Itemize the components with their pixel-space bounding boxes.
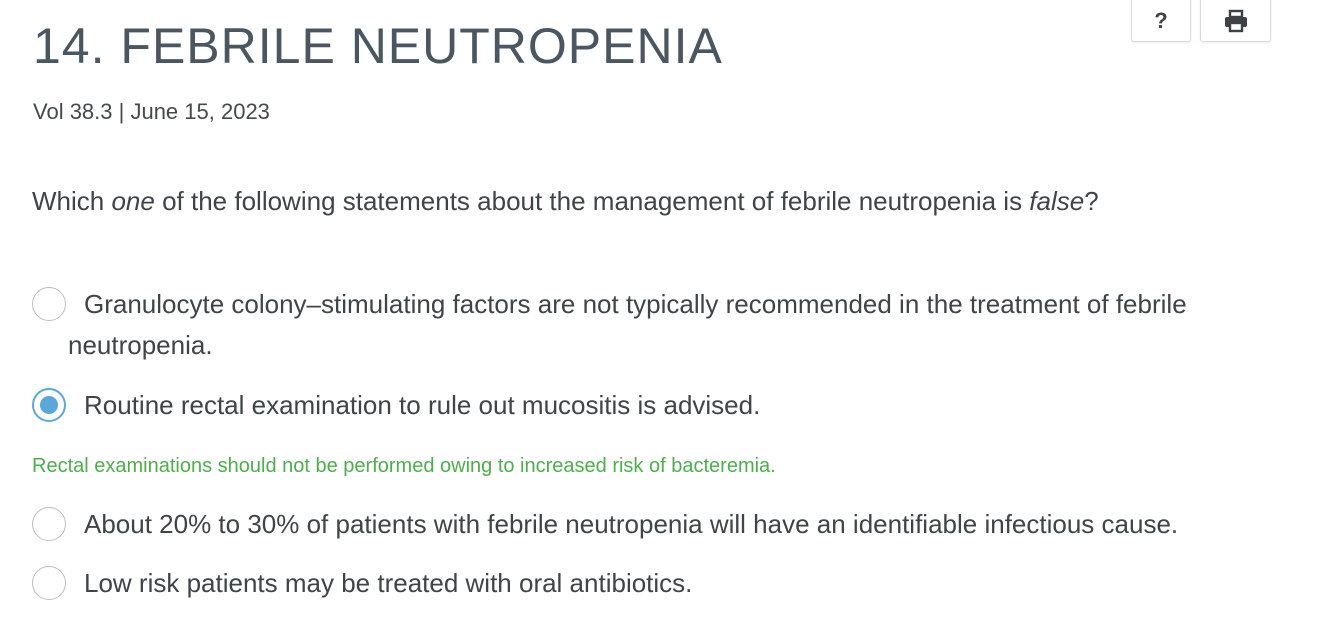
question-emphasis-false: false <box>1029 186 1085 216</box>
option-2-label: Routine rectal examination to rule out mucositis is advised. <box>84 390 761 420</box>
toolbar <box>1131 0 1271 42</box>
issue-info: Vol 38.3 | June 15, 2023 <box>33 99 270 124</box>
option-1-label: Granulocyte colony–stimulating factors are not typically recommended in the treatment of febrile neutropenia. <box>68 289 1187 360</box>
radio-button-option-3[interactable] <box>32 507 66 541</box>
question-suffix: ? <box>1084 186 1099 216</box>
print-button[interactable] <box>1200 0 1271 42</box>
question-text <box>32 186 1099 217</box>
radio-button-option-2[interactable] <box>32 388 66 422</box>
answer-option-1[interactable] <box>32 284 1312 366</box>
question-middle: of the following statements about the management of febrile neutropenia is <box>154 186 1030 216</box>
option-3-label: About 20% to 30% of patients with febrile neutropenia will have an identifiable infectious cause. <box>84 509 1179 539</box>
answer-option-2[interactable] <box>32 385 1312 426</box>
answer-feedback: Rectal examinations should not be performed owing to increased risk of bacteremia. <box>32 455 776 477</box>
option-4-label: Low risk patients may be treated with oral antibiotics. <box>84 568 693 598</box>
help-icon: ? <box>1154 7 1168 33</box>
question-emphasis-one: one <box>111 186 155 216</box>
help-button[interactable] <box>1131 0 1191 42</box>
answer-option-4[interactable] <box>32 563 1312 604</box>
radio-button-option-4[interactable] <box>32 566 66 600</box>
printer-icon <box>1223 9 1249 33</box>
page-title: 14. FEBRILE NEUTROPENIA <box>33 18 723 74</box>
radio-button-option-1[interactable] <box>32 287 66 321</box>
answer-option-3[interactable] <box>32 504 1312 545</box>
question-prefix: Which <box>32 186 112 216</box>
